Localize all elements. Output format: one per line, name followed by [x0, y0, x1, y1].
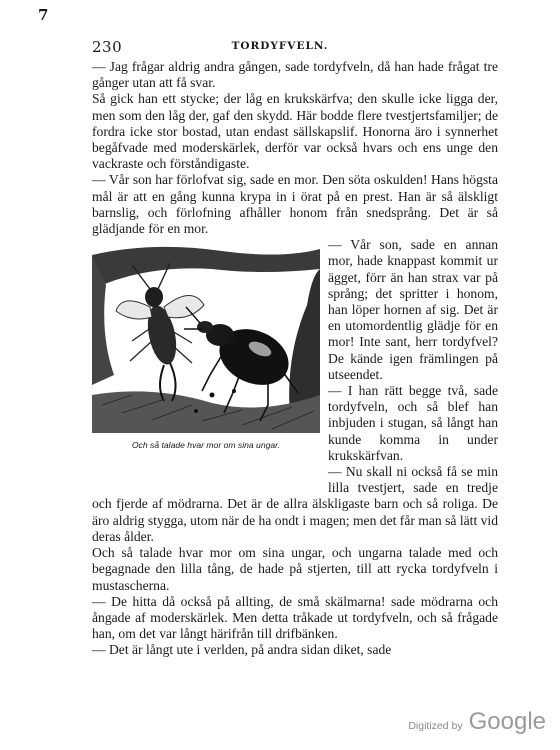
page-number: 230	[92, 38, 123, 56]
google-watermark	[408, 708, 546, 736]
paragraph-2: Så gick han ett stycke; der låg en krukskärfva; den skulle icke ligga der, men som den låg der, gaf den skydd. Här bodde flere tvestjertsfamiljer; de fordra icke stor bostad, utan endast sällskapslif. Honorna äro i synnerhet begåfvade med moderskärlek, derför var också hvars och ens unge den vackraste och förståndigaste.	[92, 91, 498, 172]
paragraph-3: — Vår son har förlofvat sig, sade en mor. Den söta oskulden! Hans högsta mål är att en gång kunna krypa in i örat på en prest. Han är så älskligt barnslig, och förlofning afhåller honom från snedsprång. Det är så glädjande för en mor.	[92, 172, 498, 237]
running-head: TORDYFVELN.	[231, 40, 329, 52]
illustration-figure	[92, 237, 322, 483]
earwig-beetle-engraving	[92, 245, 320, 433]
paragraph-5: — I han rätt begge två, sade tordyfveln, och så blef han inbjuden i stugan, så långt han kunde komma in under krukskärfvan.	[328, 383, 498, 463]
paragraph-4: — Vår son, sade en annan mor, hade knappast kommit ur ägget, förr än han strax var på språng; det spritter i honom, han löper hornen af sig. Det är en utomordentlig glädje för en mor! Inte sant, herr tordyfvel? De kände igen främlingen på utseendet.	[328, 237, 498, 382]
paragraph-8: — De hitta då också på allting, de små skälmarna! sade mödrarna och ångade af moderskärlek. Men detta tråkade ut tordyfveln, och så frågade han, om det var långt härifrån till drifbänken.	[92, 593, 498, 642]
body-text	[92, 59, 498, 659]
google-logo: Google	[468, 708, 546, 735]
paragraph-9: — Det är långt ute i verlden, på andra sidan diket, sade	[92, 642, 392, 658]
corner-mark: 7	[38, 6, 49, 24]
illustration-caption: Och så talade hvar mor om sina ungar.	[131, 440, 281, 451]
paragraph-7: Och så talade hvar mor om sina ungar, och ungarna talade med och begagnade den lilla tång, de hade på stjerten, till att rycka tordyfveln i mustascherna.	[92, 545, 498, 593]
watermark-prefix: Digitized by	[408, 720, 463, 732]
paragraph-1: — Jag frågar aldrig andra gången, sade tordyfveln, då han hade frågat tre gånger utan att få svar.	[92, 59, 498, 91]
paragraph-6: — Nu skall ni också få se min lilla tvestjert, sade en tredje och fjerde af mödrarna. Det är de allra älskligaste barn och så roliga. De äro aldrig stygga, utom när de ha ondt i magen; men det får man så lätt vid deras ålder.	[92, 464, 498, 544]
